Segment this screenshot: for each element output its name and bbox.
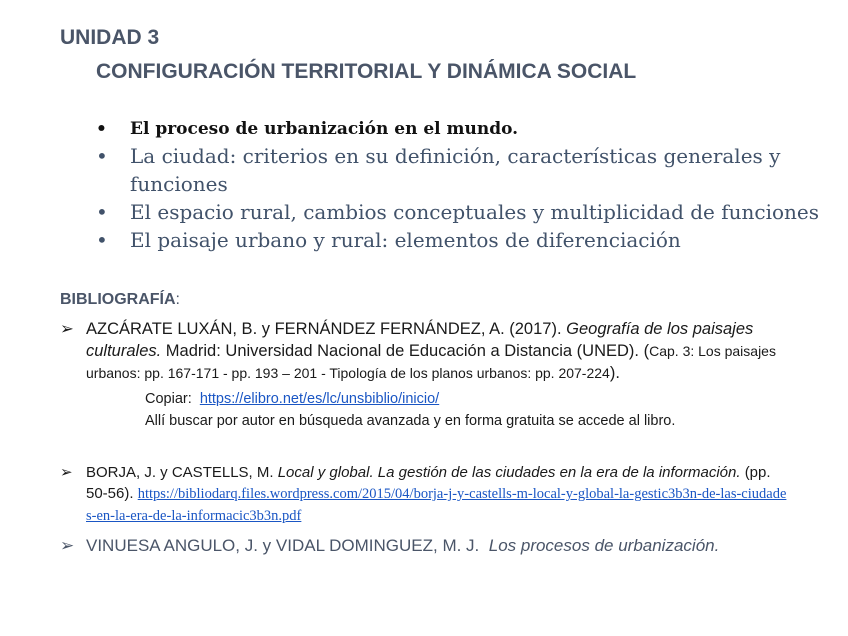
bullet-icon: • <box>96 144 108 168</box>
page-title: CONFIGURACIÓN TERRITORIAL Y DINÁMICA SOCIAL <box>96 60 637 83</box>
ref-chapters: Cap. 3: Los paisajes urbanos: pp. 167-171 - pp. 193 – 201 - Tipología de los planos urbanos: pp. 207-224 <box>86 343 776 381</box>
pdf-link[interactable]: https://bibliodarq.files.wordpress.com/2015/04/borja-j-y-castells-m-local-y-global-la-gestic3b3n-de-las-ciudades-en-la-era-de-la-informacic3b3n.pdf <box>86 486 787 524</box>
topic-item <box>96 226 848 254</box>
copy-label: Copiar: <box>145 391 192 407</box>
arrow-bullet-icon: ➢ <box>60 464 73 481</box>
ref-publisher: Madrid: Universidad Nacional de Educación a Distancia (UNED). <box>165 342 640 360</box>
ref-pages: (pp. 50-56). <box>86 464 771 502</box>
bullet-icon: • <box>96 119 107 139</box>
arrow-bullet-icon: ➢ <box>60 320 74 338</box>
ref-note: Allí buscar por autor en búsqueda avanzada y en forma gratuita se accede al libro. <box>145 413 676 429</box>
unit-label: UNIDAD 3 <box>60 26 160 49</box>
ref-authors: AZCÁRATE LUXÁN, B. y FERNÁNDEZ FERNÁNDEZ, A. (2017). <box>86 320 562 338</box>
topic-item <box>96 142 848 198</box>
topic-item <box>96 198 848 226</box>
ref-work-title: Local y global. La gestión de las ciudades en la era de la información. <box>277 464 741 481</box>
reference-item <box>60 534 790 557</box>
bullet-icon: • <box>96 200 108 224</box>
arrow-bullet-icon: ➢ <box>60 536 75 555</box>
ref-work-title: Los procesos de urbanización. <box>488 536 720 555</box>
reference-item: ➢ AZCÁRATE LUXÁN, B. y FERNÁNDEZ FERNÁNDEZ, A. (2017). Geografía de los paisajes culturales. Madrid: Universidad Nacional de Educación a Distancia (UNED). (Cap. 3: Los paisajes urbanos: pp. 167-171 - pp. 193 – 201 - Tipología de los planos urbanos: pp. 207-224). Copiar: https://elibro.net/es/lc/unsbiblio/inicio/ Allí buscar por autor en búsqueda avanzada y en forma gratuita se accede al libro. <box>60 318 790 432</box>
topic-text: La ciudad: criterios en su definición, características generales y funciones <box>130 144 781 196</box>
topic-item <box>96 116 848 142</box>
ref-work-title: Geografía de los paisajes culturales. <box>86 320 754 360</box>
topic-list <box>96 116 848 254</box>
ref-authors: VINUESA ANGULO, J. y VIDAL DOMINGUEZ, M. J. <box>86 536 480 555</box>
elibro-link[interactable]: https://elibro.net/es/lc/unsbiblio/inicio/ <box>199 391 440 407</box>
bibliography-heading: BIBLIOGRAFÍA: <box>60 291 180 308</box>
topic-text: El paisaje urbano y rural: elementos de diferenciación <box>130 228 681 252</box>
bullet-icon: • <box>96 228 108 252</box>
ref-authors: BORJA, J. y CASTELLS, M. <box>86 464 274 481</box>
reference-item <box>60 462 790 527</box>
copy-line <box>145 388 790 410</box>
topic-text: El proceso de urbanización en el mundo. <box>130 119 519 139</box>
topic-text: El espacio rural, cambios conceptuales y multiplicidad de funciones <box>130 200 820 224</box>
